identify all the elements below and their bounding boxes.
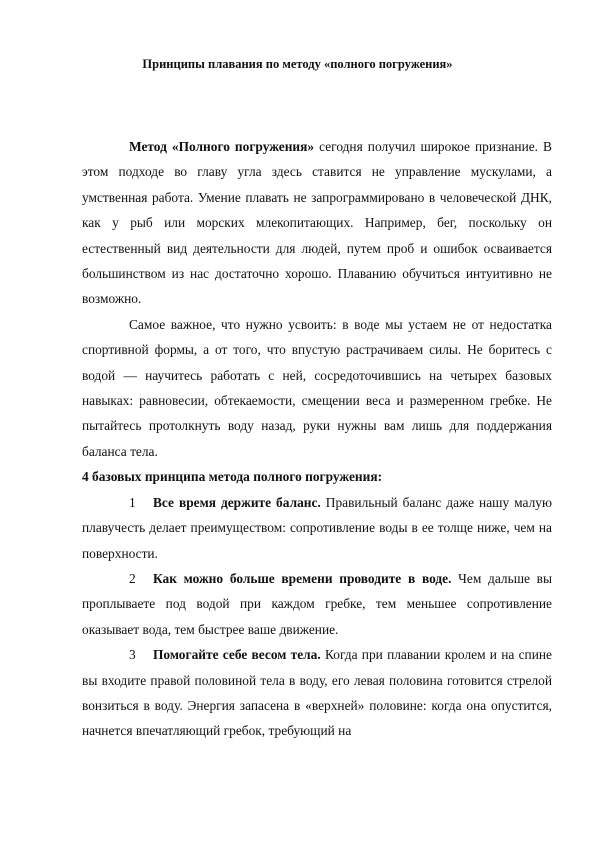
list-heading <box>82 464 552 489</box>
document-title: Принципы плавания по методу «полного погружения» <box>142 57 453 71</box>
list-heading-text: 4 базовых принципа метода полного погружения: <box>82 469 383 485</box>
paragraph-main-idea: Самое важное, что нужно усвоить: в воде мы устаем не от недостатка спортивной формы, а от того, что впустую растрачиваем силы. Не боритесь с водой — научитесь работать с ней, сосредоточившись на четырех базовых навыках: равновесии, обтекаемости, смещении веса и размеренном гребке. Не пытайтесь протолкнуть воду назад, руки нужны вам лишь для поддержания баланса тела. <box>82 316 552 459</box>
paragraph-intro-text: сегодня получил широкое признание. В этом подходе во главу угла здесь ставится не управление мускулами, а умственная работа. Умение плавать не запрограммировано в человеческой ДНК, как у рыб или морских млекопитающих. Например, бег, поскольку он естественный вид деятельности для людей, путем проб и ошибок осваивается большинством из нас достаточно хорошо. Плаванию обучиться интуитивно не возможно. <box>82 139 552 307</box>
method-name: Метод «Полного погружения» <box>129 139 315 154</box>
list-item-text: Правильный баланс даже нашу малую плавучесть делает преимуществом: сопротивление воды в ее толще ниже, чем на поверхности. <box>82 494 552 561</box>
list-item-text: Чем дальше вы проплываете под водой при каждом гребке, тем меньшее сопротивление оказывает вода, тем быстрее ваше движение. <box>82 570 552 637</box>
list-item <box>82 566 552 642</box>
list-item-text: Когда при плавании кролем и на спине вы входите правой половиной тела в воду, его левая половина готовится стрелой вонзиться в воду. Энергия запасена в «верхней» половине: когда она опустится, начнется впечатляющий гребок, требующий на <box>82 647 552 739</box>
list-item-number: 2 <box>129 570 136 586</box>
paragraph-intro <box>82 134 552 312</box>
list-item-number: 1 <box>129 494 136 510</box>
list-item <box>82 490 552 566</box>
document-body <box>82 134 552 744</box>
list-item <box>82 642 552 744</box>
list-item-number: 3 <box>129 647 136 663</box>
list-item-title: Помогайте себе весом тела. <box>153 647 321 663</box>
list-item-title: Все время держите баланс. <box>153 494 321 510</box>
list-item-title: Как можно больше времени проводите в воде. <box>153 570 452 586</box>
